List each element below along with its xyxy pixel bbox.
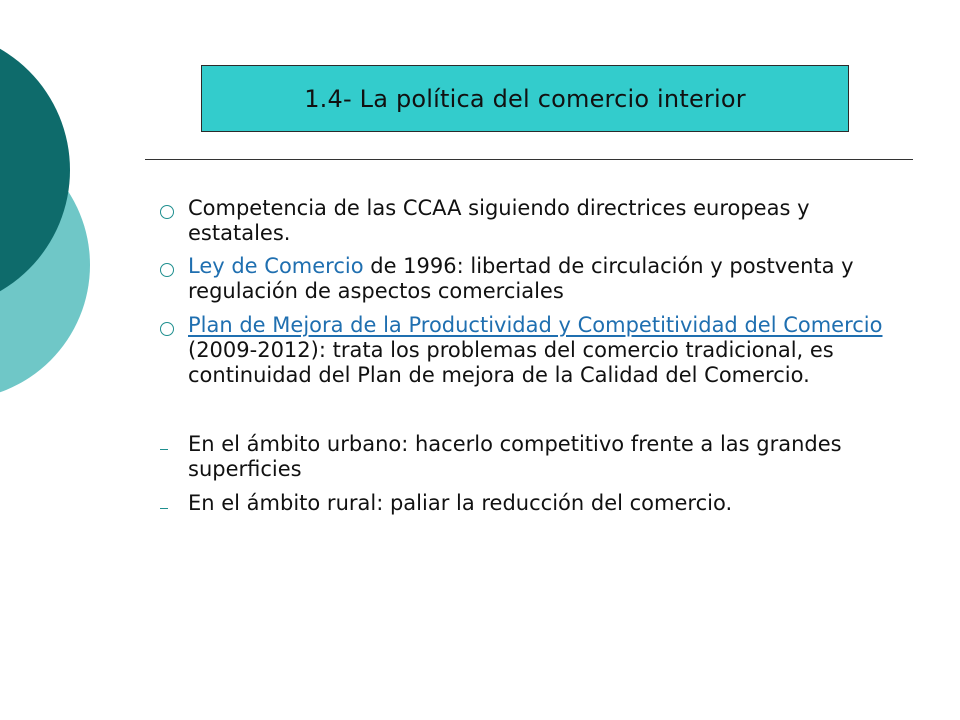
list-item [188,432,888,482]
title-box [201,65,849,132]
dash-bullet-icon [160,508,168,509]
list-item [188,196,888,246]
list-item [188,313,888,388]
circle-bullet-icon [160,205,174,219]
decorative-circles [0,0,160,400]
circle-bullet-icon [160,322,174,336]
ley-de-comercio-link[interactable]: Ley de Comercio [188,254,364,278]
plan-de-mejora-link[interactable]: Plan de Mejora de la Productividad y Competitividad del Comercio [188,313,883,337]
item-text: En el ámbito urbano: hacerlo competitivo frente a las grandes superficies [188,432,842,481]
title-divider [145,159,913,160]
item-text: de 1996: libertad de circulación y postventa y regulación de aspectos comerciales [188,254,854,303]
circle-bullet-icon [160,263,174,277]
item-text: En el ámbito rural: paliar la reducción del comercio. [188,491,733,515]
item-text: Competencia de las CCAA siguiendo directrices europeas y estatales. [188,196,810,245]
slide-title: 1.4- La política del comercio interior [304,84,746,113]
dash-bullet-icon [160,449,168,450]
list-item [188,254,888,304]
list-item [188,491,888,516]
item-text: (2009-2012): trata los problemas del comercio tradicional, es continuidad del Plan de mejora de la Calidad del Comercio. [188,338,834,387]
